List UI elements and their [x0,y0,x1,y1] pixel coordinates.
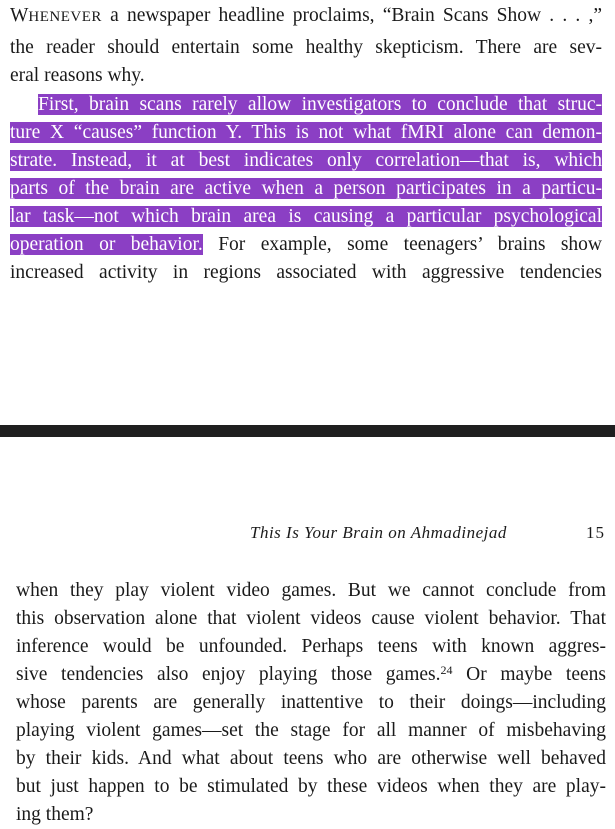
paragraph-2-line-7: increased activity in regions associated with aggressive tendencies [10,262,602,283]
page-break-divider [0,425,615,437]
body-line-4-before: sive tendencies also enjoy playing those games. [16,664,441,685]
running-head-title: This Is Your Brain on Ahmadinejad [250,523,507,542]
smallcaps-word: HENEVER [28,9,102,25]
highlighted-text[interactable]: ture X “causes” function Y. This is not what fMRI alone can demon- [10,122,602,143]
paragraph-1-line-1-rest: a newspaper headline proclaims, “Brain Scans Show . . . ,” [101,5,602,26]
paragraph-2-line-4 [10,175,602,203]
highlighted-text[interactable]: lar task—not which brain area is causing a particular psychological [10,206,602,227]
body-line-4-after: Or maybe teens [452,664,606,685]
smallcaps-initial: W [10,5,29,26]
body-line-8: but just happen to be stimulated by these videos when they are play- [16,776,606,797]
footnote-reference[interactable]: 24 [440,663,453,677]
paragraph-1-line-2: the reader should entertain some healthy skepticism. There are sev- [10,37,602,58]
highlighted-text[interactable]: First, brain scans rarely allow investigators to conclude that struc- [38,94,602,115]
paragraph-2-line-6-rest: For example, some teenagers’ brains show [218,234,603,255]
body-line-7: by their kids. And what about teens who are otherwise well behaved [16,748,606,769]
paragraph-2-line-3 [10,147,602,175]
paragraph-1-line-1 [10,2,602,30]
paragraph-2-line-1 [38,91,602,119]
body-line-9: ing them? [16,804,94,825]
highlighted-text[interactable]: parts of the brain are active when a person participates in a particu- [10,178,602,199]
paragraph-2-line-5 [10,203,602,231]
body-line-2: this observation alone that violent videos cause violent behavior. That [16,608,606,629]
highlighted-text[interactable]: operation or behavior. [10,234,203,255]
body-line-4 [16,661,606,689]
page-number: 15 [586,523,605,542]
highlighted-text[interactable]: strate. Instead, it at best indicates only correlation—that is, which [10,150,602,171]
running-head [0,520,615,546]
body-line-3: inference would be unfounded. Perhaps teens with known aggres- [16,636,606,657]
paragraph-1-line-3: eral reasons why. [10,65,145,86]
body-line-6: playing violent games—set the stage for all manner of misbehaving [16,720,606,741]
body-line-1: when they play violent video games. But we cannot conclude from [16,580,606,601]
body-line-5: whose parents are generally inattentive to their doings—including [16,692,606,713]
paragraph-2-line-6 [10,231,602,259]
paragraph-2-line-2 [10,119,602,147]
